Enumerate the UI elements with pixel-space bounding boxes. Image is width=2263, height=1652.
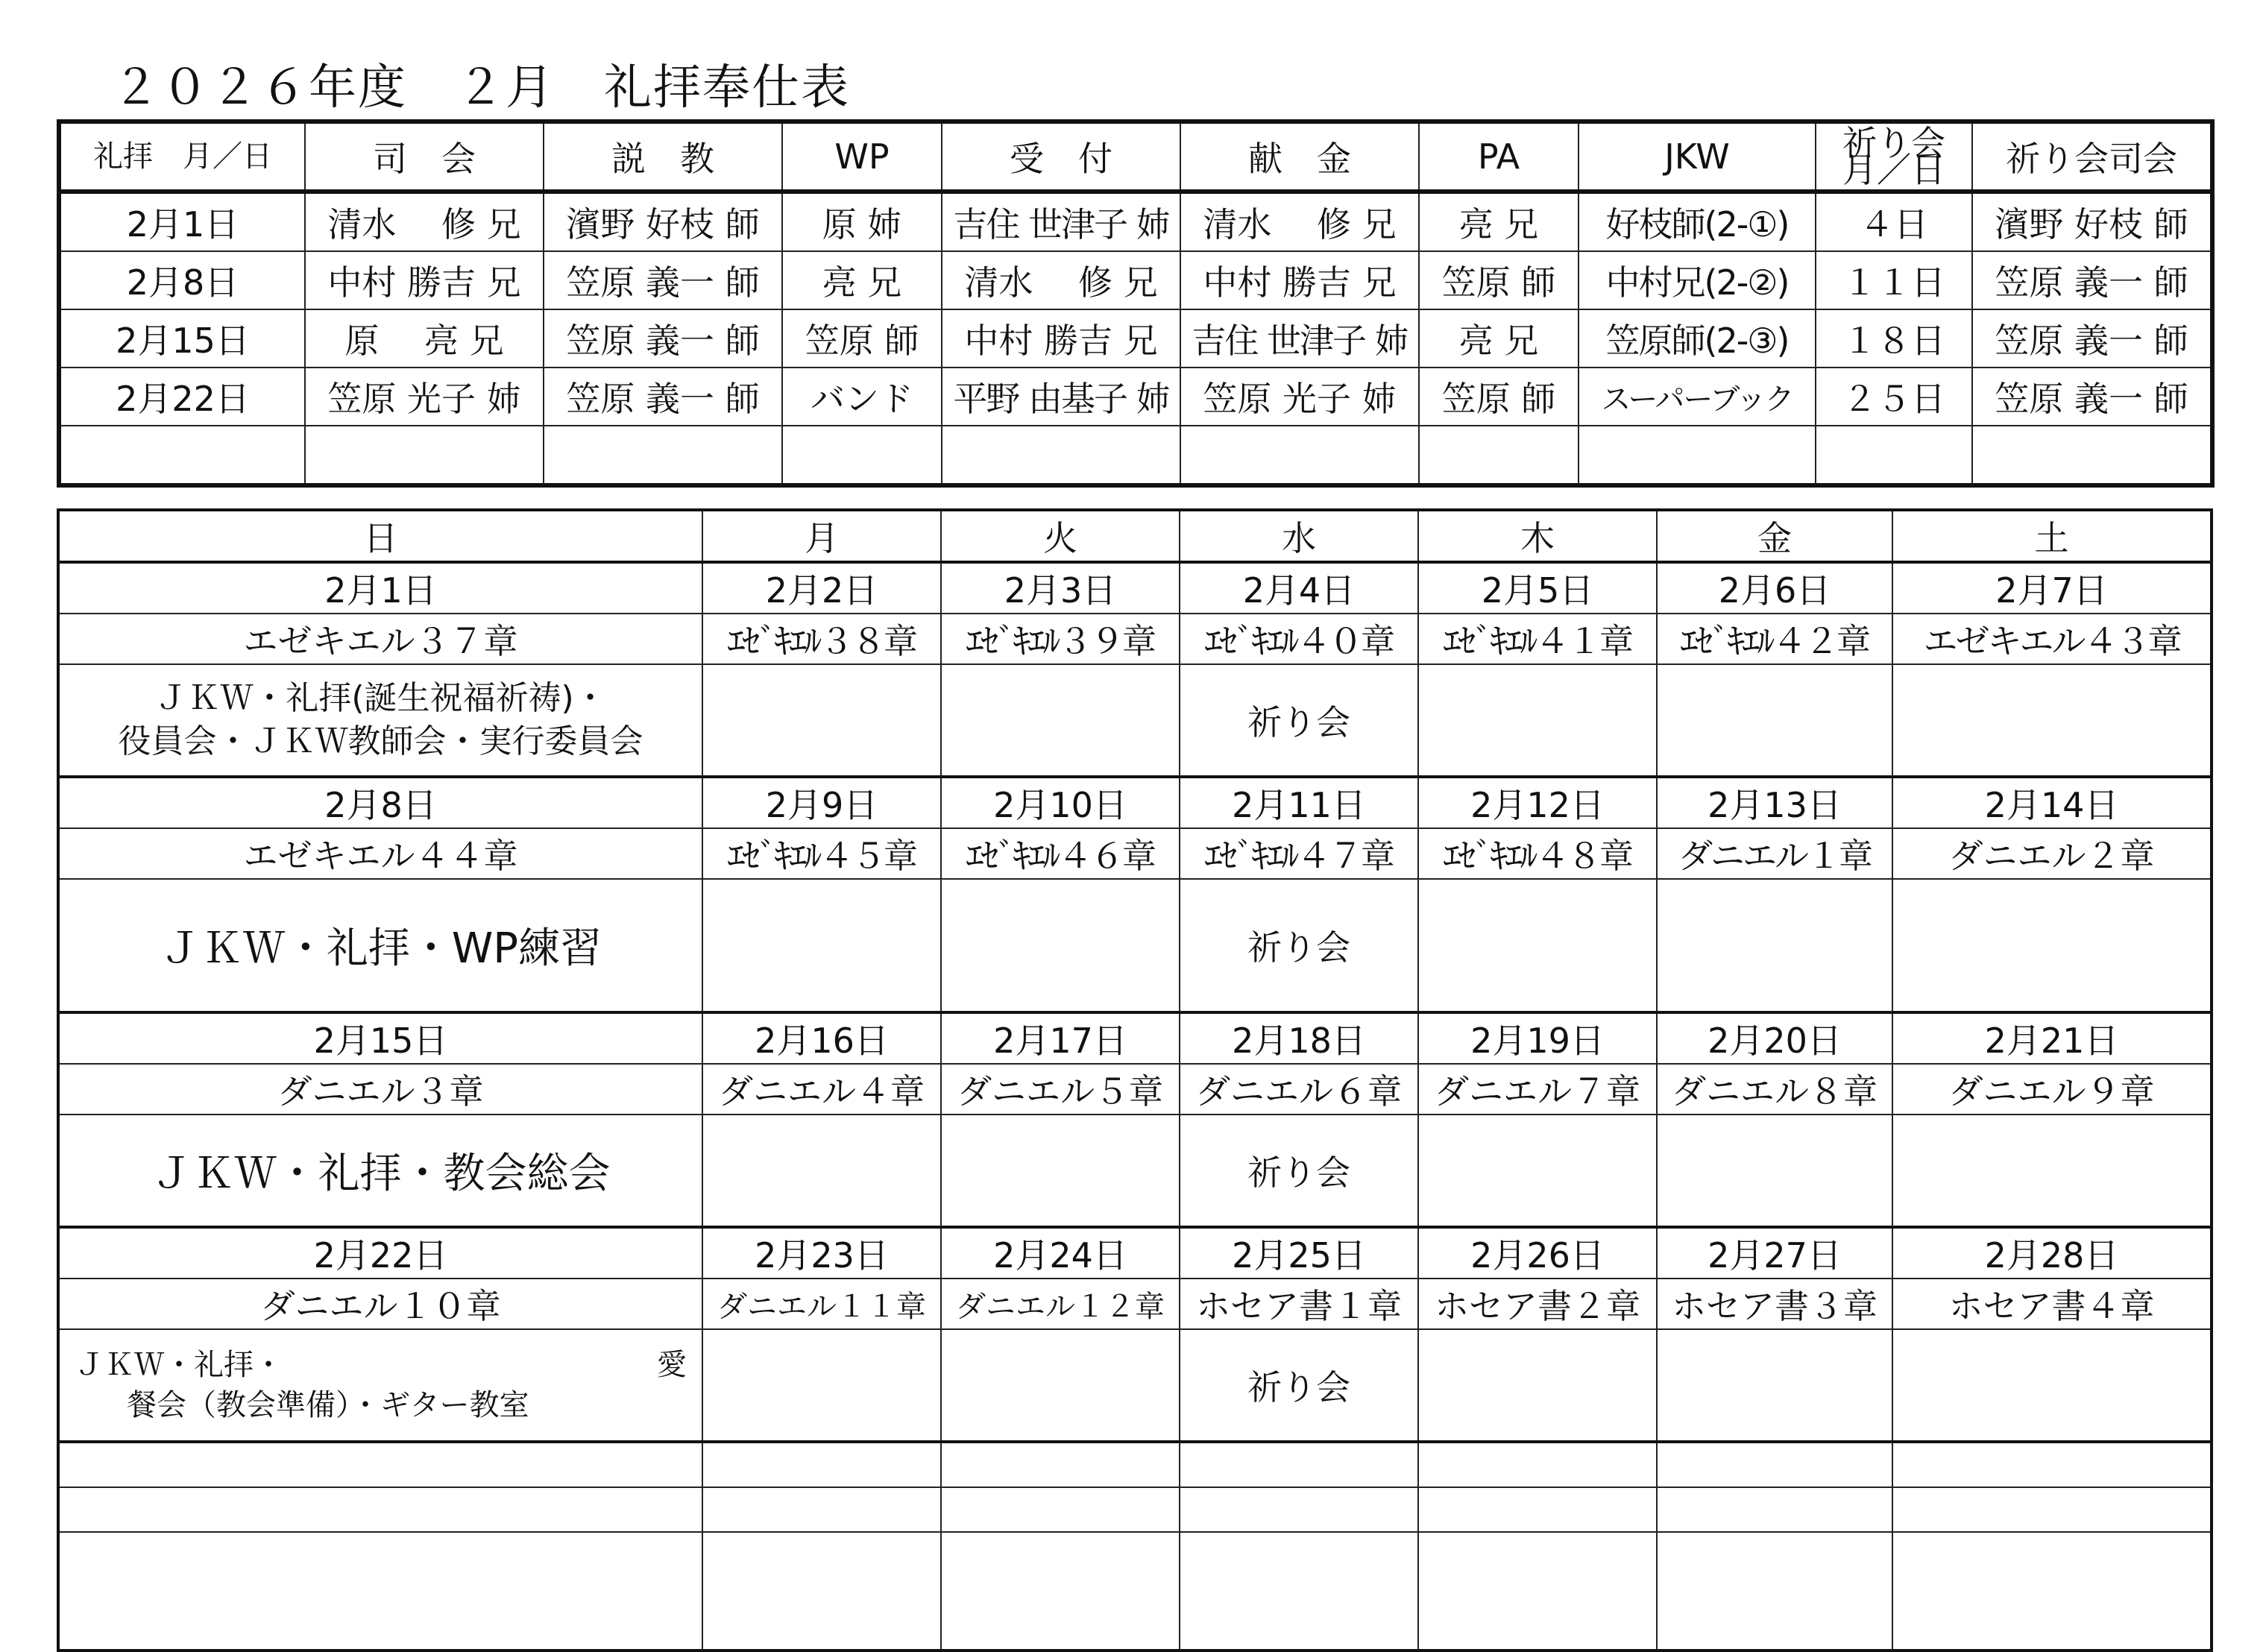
reading-cell: ｴｾﾞｷｴﾙ４５章 — [702, 828, 941, 879]
event-text-fragment: 愛 — [657, 1348, 687, 1382]
duty-cell — [1180, 426, 1419, 485]
reading-cell: ダニエル１章 — [1657, 828, 1892, 879]
reading-cell: ｴｾﾞｷｴﾙ３９章 — [941, 614, 1180, 664]
event-cell — [1657, 1329, 1892, 1442]
header-wp: WP — [782, 122, 942, 192]
date-cell: 2月15日 — [58, 1012, 702, 1064]
event-text-line2: 餐会（教会準備）・ギター教室 — [127, 1388, 529, 1422]
duty-row — [59, 251, 2212, 309]
duty-cell: 清水 修 兄 — [1180, 192, 1419, 251]
reading-row-empty — [58, 1487, 2212, 1532]
date-row — [58, 777, 2212, 828]
weekday-thu: 木 — [1418, 510, 1657, 562]
duty-cell: 2月22日 — [59, 368, 305, 426]
event-cell: 祈り会 — [1180, 879, 1418, 1012]
date-cell: 2月19日 — [1418, 1012, 1657, 1064]
date-row — [58, 1227, 2212, 1279]
reading-cell: ｴｾﾞｷｴﾙ４７章 — [1180, 828, 1418, 879]
reading-cell — [941, 1487, 1180, 1532]
reading-cell: ダニエル３章 — [58, 1064, 702, 1115]
duty-cell: 亮 兄 — [1419, 309, 1579, 368]
event-cell: 祈り会 — [1180, 664, 1418, 777]
date-cell: 2月18日 — [1180, 1012, 1418, 1064]
date-cell — [702, 1442, 941, 1487]
reading-cell: ホセア書２章 — [1418, 1279, 1657, 1329]
duty-cell: 2月1日 — [59, 192, 305, 251]
monthly-calendar — [57, 508, 2213, 1652]
duty-cell: 笠原 光子 姉 — [305, 368, 544, 426]
event-cell — [1892, 1115, 2212, 1227]
event-cell — [1418, 1532, 1657, 1651]
date-cell: 2月10日 — [941, 777, 1180, 828]
duty-cell: 清水 修 兄 — [942, 251, 1180, 309]
duty-cell: 笠原 師 — [1419, 251, 1579, 309]
duty-cell: 笠原 義一 師 — [1972, 368, 2212, 426]
date-cell: 2月24日 — [941, 1227, 1180, 1279]
header-presider: 司 会 — [305, 122, 544, 192]
event-cell — [1418, 664, 1657, 777]
date-cell: 2月14日 — [1892, 777, 2212, 828]
duty-cell — [1816, 426, 1972, 485]
header-reception: 受 付 — [942, 122, 1180, 192]
weekday-tue: 火 — [941, 510, 1180, 562]
event-cell: ＪＫＷ・礼拝(誕生祝福祈祷)・ 役員会・ＪＫＷ教師会・実行委員会 — [58, 664, 702, 777]
header-jkw: JKW — [1579, 122, 1816, 192]
event-cell — [702, 879, 941, 1012]
duty-cell: スーパーブック — [1579, 368, 1816, 426]
event-cell — [941, 879, 1180, 1012]
date-cell: 2月1日 — [58, 562, 702, 614]
duty-cell: 中村兄(2-②) — [1579, 251, 1816, 309]
duty-row — [59, 192, 2212, 251]
date-cell: 2月28日 — [1892, 1227, 2212, 1279]
event-cell — [1657, 1115, 1892, 1227]
duty-cell: １８日 — [1816, 309, 1972, 368]
duty-cell: 吉住 世津子 姉 — [942, 192, 1180, 251]
event-cell — [1418, 1115, 1657, 1227]
event-cell — [1657, 879, 1892, 1012]
event-cell — [702, 1329, 941, 1442]
event-row-empty — [58, 1532, 2212, 1651]
event-cell — [1892, 879, 2212, 1012]
reading-cell — [1180, 1487, 1418, 1532]
event-row — [58, 879, 2212, 1012]
header-worship-date: 礼拝 月／日 — [59, 122, 305, 192]
duty-cell: 吉住 世津子 姉 — [1180, 309, 1419, 368]
duty-cell: １１日 — [1816, 251, 1972, 309]
reading-cell — [58, 1487, 702, 1532]
date-cell — [941, 1442, 1180, 1487]
event-cell — [1180, 1532, 1418, 1651]
duty-cell: ４日 — [1816, 192, 1972, 251]
duty-cell: 濱野 好枝 師 — [544, 192, 782, 251]
event-cell — [702, 664, 941, 777]
date-cell — [58, 1442, 702, 1487]
duty-cell: 濱野 好枝 師 — [1972, 192, 2212, 251]
reading-row — [58, 1064, 2212, 1115]
date-cell — [1657, 1442, 1892, 1487]
event-cell — [941, 664, 1180, 777]
reading-cell: ｴｾﾞｷｴﾙ３８章 — [702, 614, 941, 664]
date-row-empty — [58, 1442, 2212, 1487]
reading-row — [58, 1279, 2212, 1329]
reading-cell: エゼキエル４４章 — [58, 828, 702, 879]
reading-cell: ダニエル１０章 — [58, 1279, 702, 1329]
reading-row — [58, 828, 2212, 879]
duty-cell — [782, 426, 942, 485]
reading-cell: ダニエル４章 — [702, 1064, 941, 1115]
reading-cell: エゼキエル４３章 — [1892, 614, 2212, 664]
duty-cell: 笠原 義一 師 — [1972, 251, 2212, 309]
weekday-header-row — [58, 510, 2212, 562]
event-cell — [1657, 664, 1892, 777]
event-cell — [941, 1532, 1180, 1651]
date-cell: 2月4日 — [1180, 562, 1418, 614]
duty-header-row — [59, 122, 2212, 192]
duty-cell: 笠原 義一 師 — [544, 368, 782, 426]
weekday-wed: 水 — [1180, 510, 1418, 562]
duty-row — [59, 368, 2212, 426]
date-cell: 2月21日 — [1892, 1012, 2212, 1064]
duty-cell: バンド — [782, 368, 942, 426]
event-row — [58, 1115, 2212, 1227]
event-cell: ＪＫＷ・礼拝・教会総会 — [58, 1115, 702, 1227]
date-cell: 2月16日 — [702, 1012, 941, 1064]
reading-cell: ダニエル１２章 — [941, 1279, 1180, 1329]
event-text-line1: ＪＫＷ・礼拝・ — [75, 1348, 283, 1382]
date-cell: 2月12日 — [1418, 777, 1657, 828]
date-cell: 2月8日 — [58, 777, 702, 828]
date-cell: 2月5日 — [1418, 562, 1657, 614]
duty-cell: 笠原 師 — [782, 309, 942, 368]
header-prayer-presider: 祈り会司会 — [1972, 122, 2212, 192]
duty-cell — [942, 426, 1180, 485]
reading-cell: ホセア書１章 — [1180, 1279, 1418, 1329]
event-cell: ＪＫＷ・礼拝・WP練習 — [58, 879, 702, 1012]
date-row — [58, 562, 2212, 614]
duty-cell: 笠原 師 — [1419, 368, 1579, 426]
duty-cell — [1419, 426, 1579, 485]
header-pa: PA — [1419, 122, 1579, 192]
page-title: ２０２６年度 ２月 礼拝奉仕表 — [112, 60, 850, 116]
duty-cell: 亮 兄 — [1419, 192, 1579, 251]
date-cell: 2月9日 — [702, 777, 941, 828]
duty-cell — [544, 426, 782, 485]
date-cell — [1180, 1442, 1418, 1487]
event-cell — [1418, 1329, 1657, 1442]
duty-row-empty — [59, 426, 2212, 485]
reading-cell: ホセア書４章 — [1892, 1279, 2212, 1329]
date-row — [58, 1012, 2212, 1064]
reading-cell: ｴｾﾞｷｴﾙ４０章 — [1180, 614, 1418, 664]
duty-cell — [1579, 426, 1816, 485]
duty-cell: 笠原 義一 師 — [1972, 309, 2212, 368]
event-cell — [58, 1329, 702, 1442]
duty-cell: ２５日 — [1816, 368, 1972, 426]
reading-cell: ｴｾﾞｷｴﾙ４２章 — [1657, 614, 1892, 664]
event-cell — [702, 1115, 941, 1227]
event-row — [58, 1329, 2212, 1442]
duty-cell — [59, 426, 305, 485]
event-cell — [1892, 664, 2212, 777]
weekday-fri: 金 — [1657, 510, 1892, 562]
duty-roster-table — [57, 119, 2215, 488]
duty-cell: 笠原 義一 師 — [544, 251, 782, 309]
reading-cell — [1418, 1487, 1657, 1532]
reading-cell: ダニエル９章 — [1892, 1064, 2212, 1115]
reading-cell: ダニエル２章 — [1892, 828, 2212, 879]
event-cell — [941, 1329, 1180, 1442]
reading-cell: エゼキエル３７章 — [58, 614, 702, 664]
duty-cell: 2月15日 — [59, 309, 305, 368]
event-cell — [702, 1532, 941, 1651]
duty-cell: 笠原師(2-③) — [1579, 309, 1816, 368]
date-cell: 2月3日 — [941, 562, 1180, 614]
reading-cell — [1657, 1487, 1892, 1532]
duty-row — [59, 309, 2212, 368]
reading-cell: ｴｾﾞｷｴﾙ４８章 — [1418, 828, 1657, 879]
reading-row — [58, 614, 2212, 664]
header-sermon: 説 教 — [544, 122, 782, 192]
duty-cell: 原 亮 兄 — [305, 309, 544, 368]
reading-cell — [702, 1487, 941, 1532]
reading-cell: ダニエル５章 — [941, 1064, 1180, 1115]
weekday-sun: 日 — [58, 510, 702, 562]
duty-cell: 中村 勝吉 兄 — [1180, 251, 1419, 309]
event-cell — [1418, 879, 1657, 1012]
event-cell — [1892, 1329, 2212, 1442]
reading-cell: ｴｾﾞｷｴﾙ４１章 — [1418, 614, 1657, 664]
event-cell — [1892, 1532, 2212, 1651]
duty-cell: 中村 勝吉 兄 — [305, 251, 544, 309]
header-offering: 献 金 — [1180, 122, 1419, 192]
date-cell — [1892, 1442, 2212, 1487]
date-cell — [1418, 1442, 1657, 1487]
event-cell: 祈り会 — [1180, 1115, 1418, 1227]
date-cell: 2月17日 — [941, 1012, 1180, 1064]
duty-cell: 2月8日 — [59, 251, 305, 309]
duty-cell: 中村 勝吉 兄 — [942, 309, 1180, 368]
event-cell — [1657, 1532, 1892, 1651]
event-row — [58, 664, 2212, 777]
event-cell — [941, 1115, 1180, 1227]
date-cell: 2月23日 — [702, 1227, 941, 1279]
date-cell: 2月22日 — [58, 1227, 702, 1279]
reading-cell: ダニエル８章 — [1657, 1064, 1892, 1115]
reading-cell: ｴｾﾞｷｴﾙ４６章 — [941, 828, 1180, 879]
reading-cell — [1892, 1487, 2212, 1532]
date-cell: 2月7日 — [1892, 562, 2212, 614]
weekday-mon: 月 — [702, 510, 941, 562]
event-cell — [58, 1532, 702, 1651]
duty-cell: 好枝師(2-①) — [1579, 192, 1816, 251]
header-prayer-date: 祈り会 月／日 — [1816, 122, 1972, 192]
date-cell: 2月6日 — [1657, 562, 1892, 614]
duty-cell: 清水 修 兄 — [305, 192, 544, 251]
date-cell: 2月27日 — [1657, 1227, 1892, 1279]
date-cell: 2月11日 — [1180, 777, 1418, 828]
duty-cell: 平野 由基子 姉 — [942, 368, 1180, 426]
event-cell: 祈り会 — [1180, 1329, 1418, 1442]
duty-cell — [1972, 426, 2212, 485]
date-cell: 2月13日 — [1657, 777, 1892, 828]
duty-cell: 笠原 光子 姉 — [1180, 368, 1419, 426]
duty-cell: 笠原 義一 師 — [544, 309, 782, 368]
duty-cell — [305, 426, 544, 485]
date-cell: 2月25日 — [1180, 1227, 1418, 1279]
reading-cell: ダニエル７章 — [1418, 1064, 1657, 1115]
duty-cell: 亮 兄 — [782, 251, 942, 309]
date-cell: 2月2日 — [702, 562, 941, 614]
date-cell: 2月26日 — [1418, 1227, 1657, 1279]
reading-cell: ダニエル１１章 — [702, 1279, 941, 1329]
reading-cell: ダニエル６章 — [1180, 1064, 1418, 1115]
date-cell: 2月20日 — [1657, 1012, 1892, 1064]
duty-cell: 原 姉 — [782, 192, 942, 251]
reading-cell: ホセア書３章 — [1657, 1279, 1892, 1329]
weekday-sat: 土 — [1892, 510, 2212, 562]
